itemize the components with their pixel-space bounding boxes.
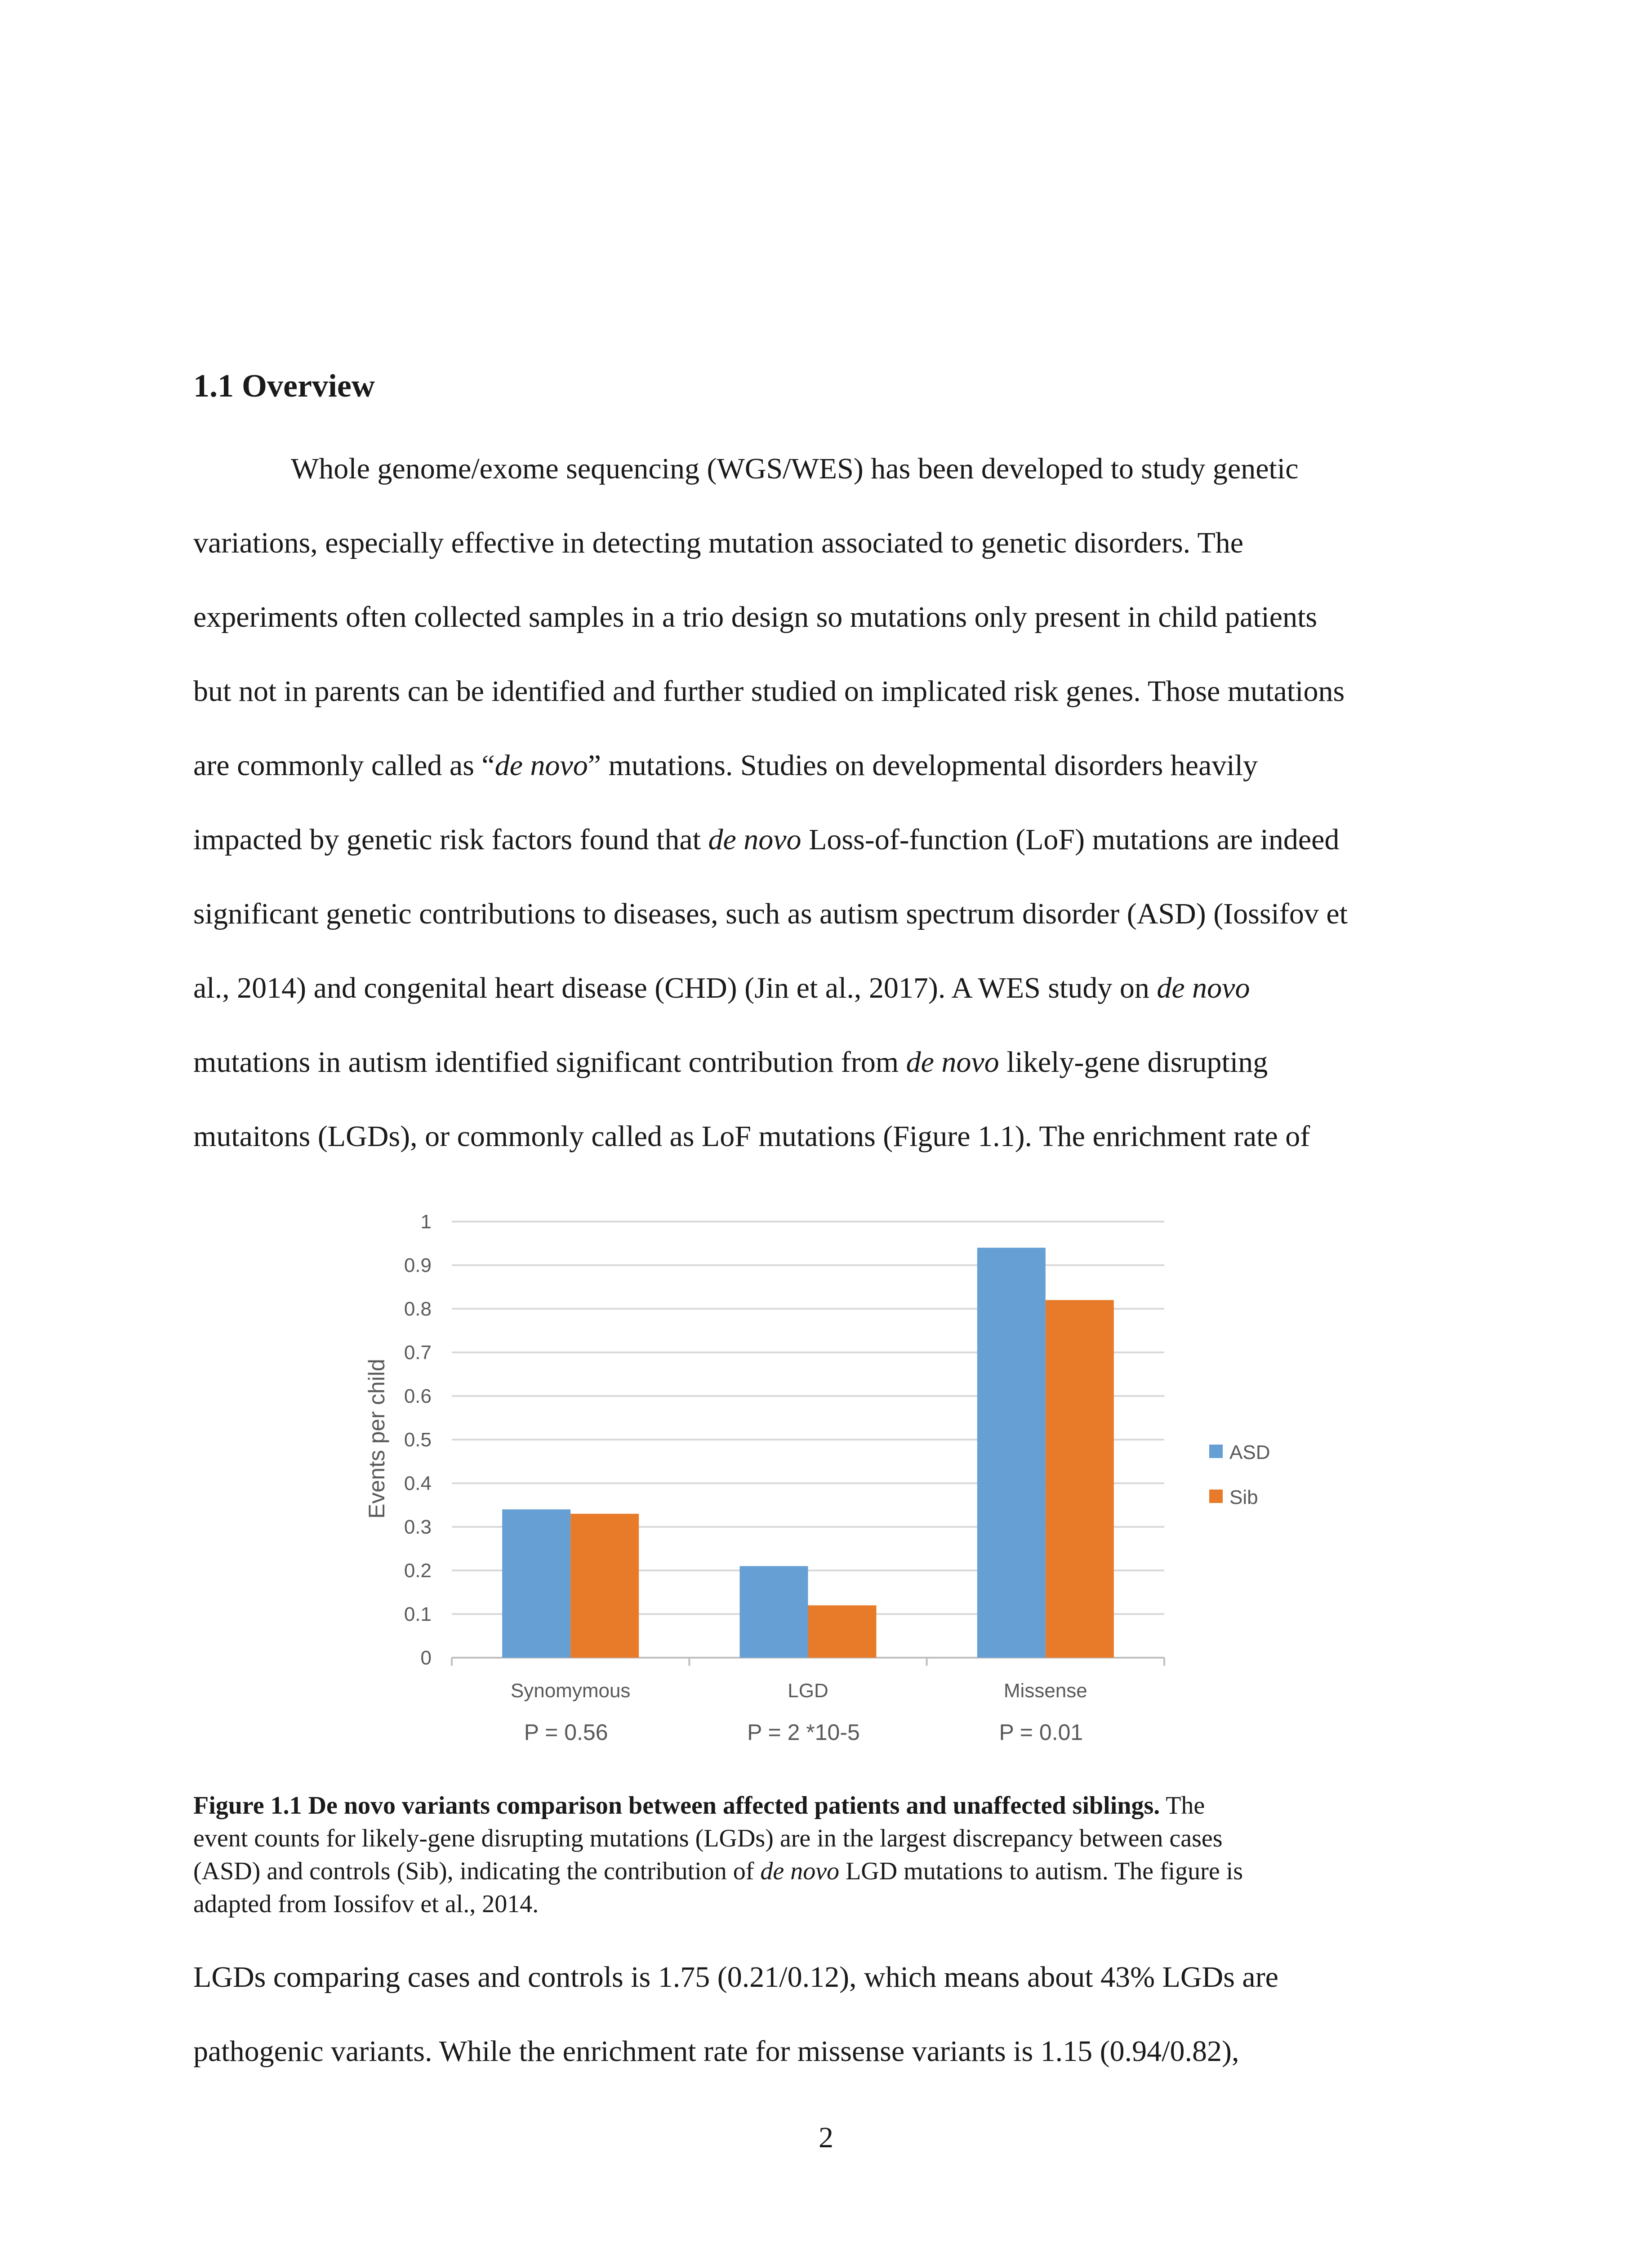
y-tick-label: 0.9 [404,1254,432,1276]
y-tick-label: 0.8 [404,1298,432,1320]
page-number: 2 [819,2121,833,2154]
bar-asd [977,1248,1046,1658]
figure-caption-line: event counts for likely-gene disrupting mutations (LGDs) are in the largest discrepancy between cases [193,1824,1223,1852]
x-tick-label: Missense [1003,1680,1087,1702]
paragraph-line: Whole genome/exome sequencing (WGS/WES) has been developed to study genetic [291,452,1299,485]
x-tick-label: LGD [788,1680,828,1702]
paragraph-line: variations, especially effective in detecting mutation associated to genetic disorders. The [193,526,1244,559]
y-tick-label: 0.2 [404,1560,432,1582]
paragraph-line: but not in parents can be identified and further studied on implicated risk genes. Those mutations [193,675,1345,708]
bar-sib [570,1514,639,1658]
figure-caption-line: Figure 1.1 De novo variants comparison between affected patients and unaffected siblings. The [193,1792,1205,1820]
y-tick-label: 0.4 [404,1472,432,1494]
legend-label-sib: Sib [1229,1486,1258,1508]
paragraph-line: LGDs comparing cases and controls is 1.75 (0.21/0.12), which means about 43% LGDs are [193,1961,1278,1994]
paragraph-line: mutations in autism identified significant contribution from de novo likely-gene disrupting [193,1046,1268,1079]
y-tick-label: 0 [420,1647,432,1669]
y-axis-label: Events per child [364,1359,389,1519]
bar-sib [808,1606,877,1658]
paragraph-line: mutaitons (LGDs), or commonly called as LoF mutations (Figure 1.1). The enrichment rate of [193,1120,1310,1153]
section-heading: 1.1 Overview [193,368,375,404]
p-value-label: P = 0.01 [999,1720,1083,1745]
paragraph-line: are commonly called as “de novo” mutations. Studies on developmental disorders heavily [193,749,1258,782]
y-tick-label: 1 [420,1211,432,1233]
paragraph-line: pathogenic variants. While the enrichment rate for missense variants is 1.15 (0.94/0.82), [193,2035,1239,2068]
paragraph-line: al., 2014) and congenital heart disease (CHD) (Jin et al., 2017). A WES study on de novo [193,972,1250,1004]
paragraph-line: significant genetic contributions to diseases, such as autism spectrum disorder (ASD) (Iossifov et [193,897,1348,930]
y-tick-label: 0.3 [404,1516,432,1538]
legend-swatch-asd [1209,1445,1223,1458]
paragraph-line: impacted by genetic risk factors found that de novo Loss-of-function (LoF) mutations are indeed [193,823,1340,856]
legend-swatch-sib [1209,1490,1223,1503]
p-value-label: P = 2 *10-5 [747,1720,860,1745]
bar-asd [740,1566,808,1658]
y-tick-label: 0.1 [404,1603,432,1625]
y-tick-label: 0.5 [404,1429,432,1451]
legend-label-asd: ASD [1229,1441,1270,1463]
p-value-label: P = 0.56 [524,1720,608,1745]
bar-asd [502,1509,570,1658]
figure-caption-line: adapted from Iossifov et al., 2014. [193,1890,539,1918]
x-tick-label: Synomymous [510,1680,631,1702]
bar-sib [1046,1300,1114,1658]
y-tick-label: 0.6 [404,1385,432,1407]
figure-caption-line: (ASD) and controls (Sib), indicating the contribution of de novo LGD mutations to autism. The figure is [193,1857,1243,1885]
y-tick-label: 0.7 [404,1342,432,1364]
paragraph-line: experiments often collected samples in a trio design so mutations only present in child patients [193,601,1318,633]
